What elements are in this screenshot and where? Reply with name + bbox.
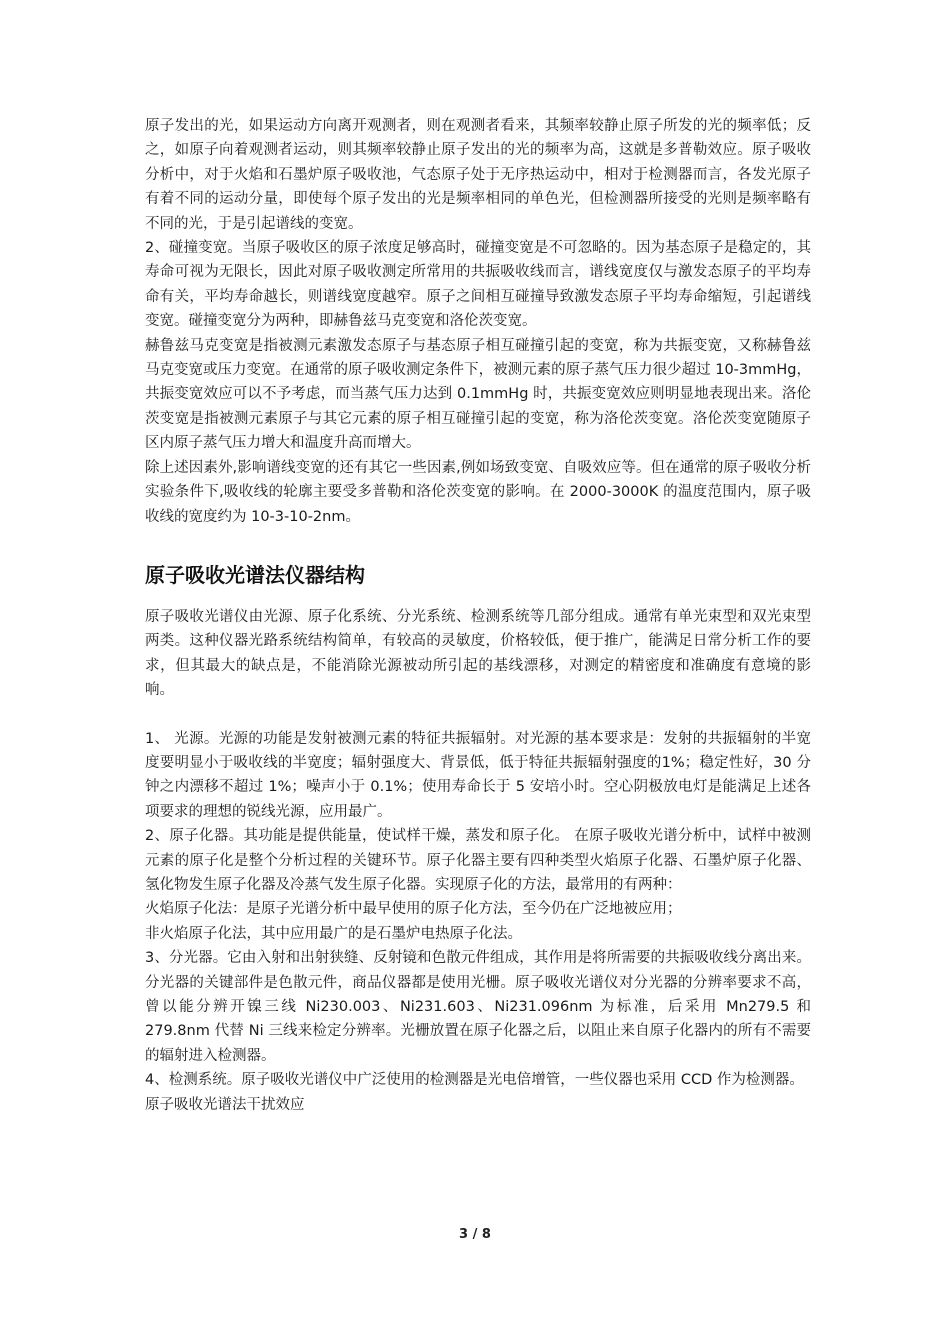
list-item-detection-system: 4、检测系统。原子吸收光谱仪中广泛使用的检测器是光电倍增管，一些仪器也采用 CCD 作为检测器。: [145, 1072, 804, 1089]
paragraph-holtsmark-lorentz: 赫鲁兹马克变宽是指被测元素激发态原子与基态原子相互碰撞引起的变宽，称为共振变宽，又称赫鲁兹马克变宽或压力变宽。在通常的原子吸收测定条件下，被测元素的原子蒸气压力很少超过 10-3mmHg，共振变宽效应可以不予考虑，而当蒸气压力达到 0.1mmHg 时，共振变宽效应则明显地表现出来。洛伦茨变宽是指被测元素原子与其它元素的原子相互碰撞引起的变宽，称为洛伦茨变宽。洛伦茨变宽随原子区内原子蒸气压力增大和温度升高而增大。: [145, 337, 811, 452]
subsection-title-interference: 原子吸收光谱法干扰效应: [145, 1096, 305, 1113]
paragraph-collision-broadening: 2、碰撞变宽。当原子吸收区的原子浓度足够高时，碰撞变宽是不可忽略的。因为基态原子是稳定的，其寿命可视为无限长，因此对原子吸收测定所常用的共振吸收线而言，谱线宽度仅与激发态原子的平均寿命有关，平均寿命越长，则谱线宽度越窄。原子之间相互碰撞导致激发态原子平均寿命缩短，引起谱线变宽。碰撞变宽分为两种，即赫鲁兹马克变宽和洛伦茨变宽。: [145, 240, 811, 330]
document-page: [145, 114, 811, 1117]
list-item-monochromator: 3、分光器。它由入射和出射狭缝、反射镜和色散元件组成，其作用是将所需要的共振吸收线分离出来。分光器的关键部件是色散元件，商品仪器都是使用光栅。原子吸收光谱仪对分光器的分辨率要求不高，曾以能分辨开镍三线 Ni230.003、Ni231.603、Ni231.096nm 为标准，后采用 Mn279.5 和 279.8nm 代替 Ni 三线来检定分辨率。光栅放置在原子化器之后，以阻止来自原子化器内的所有不需要的辐射进入检测器。: [145, 950, 811, 1064]
list-item-nonflame-atomization: 非火焰原子化法，其中应用最广的是石墨炉电热原子化法。: [145, 925, 522, 942]
paragraph-other-factors: 除上述因素外,影响谱线变宽的还有其它一些因素,例如场致变宽、自吸效应等。但在通常的原子吸收分析实验条件下,吸收线的轮廓主要受多普勒和洛伦茨变宽的影响。在 2000-3000K 的温度范围内，原子吸收线的宽度约为 10-3-10-2nm。: [145, 459, 811, 525]
page-number-indicator: 3 / 8: [459, 1227, 491, 1242]
list-item-atomizer: 2、原子化器。其功能是提供能量，使试样干燥，蒸发和原子化。 在原子吸收光谱分析中，试样中被测元素的原子化是整个分析过程的关键环节。原子化器主要有四种类型火焰原子化器、石墨炉原子化器、氢化物发生原子化器及冷蒸气发生原子化器。实现原子化的方法，最常用的有两种：: [145, 828, 811, 893]
paragraph-spacer: [145, 703, 811, 727]
paragraph-instrument-intro: 原子吸收光谱仪由光源、原子化系统、分光系统、检测系统等几部分组成。通常有单光束型和双光束型两类。这种仪器光路系统结构简单，有较高的灵敏度，价格较低，便于推广，能满足日常分析工作的要求，但其最大的缺点是，不能消除光源被动所引起的基线漂移，对测定的精密度和准确度有意境的影响。: [145, 608, 811, 699]
section-heading-instrument-structure: 原子吸收光谱法仪器结构: [145, 562, 365, 587]
list-item-light-source: 1、 光源。光源的功能是发射被测元素的特征共振辐射。对光源的基本要求是：发射的共振辐射的半宽度要明显小于吸收线的半宽度；辐射强度大、背景低，低于特征共振辐射强度的1%；稳定性好，30 分钟之内漂移不超过 1%；噪声小于 0.1%；使用寿命长于 5 安培小时。空心阴极放电灯是能满足上述各项要求的理想的锐线光源，应用最广。: [145, 730, 811, 820]
paragraph-doppler-effect: 原子发出的光，如果运动方向离开观测者，则在观测者看来，其频率较静止原子所发的光的频率低；反之，如原子向着观测者运动，则其频率较静止原子发出的光的频率为高，这就是多普勒效应。原子吸收分析中，对于火焰和石墨炉原子吸收池，气态原子处于无序热运动中，相对于检测器而言，各发光原子有着不同的运动分量，即使每个原子发出的光是频率相同的单色光，但检测器所接受的光则是频率略有不同的光，于是引起谱线的变宽。: [145, 118, 811, 232]
list-item-flame-atomization: 火焰原子化法：是原子光谱分析中最早使用的原子化方法，至今仍在广泛地被应用；: [145, 901, 682, 918]
